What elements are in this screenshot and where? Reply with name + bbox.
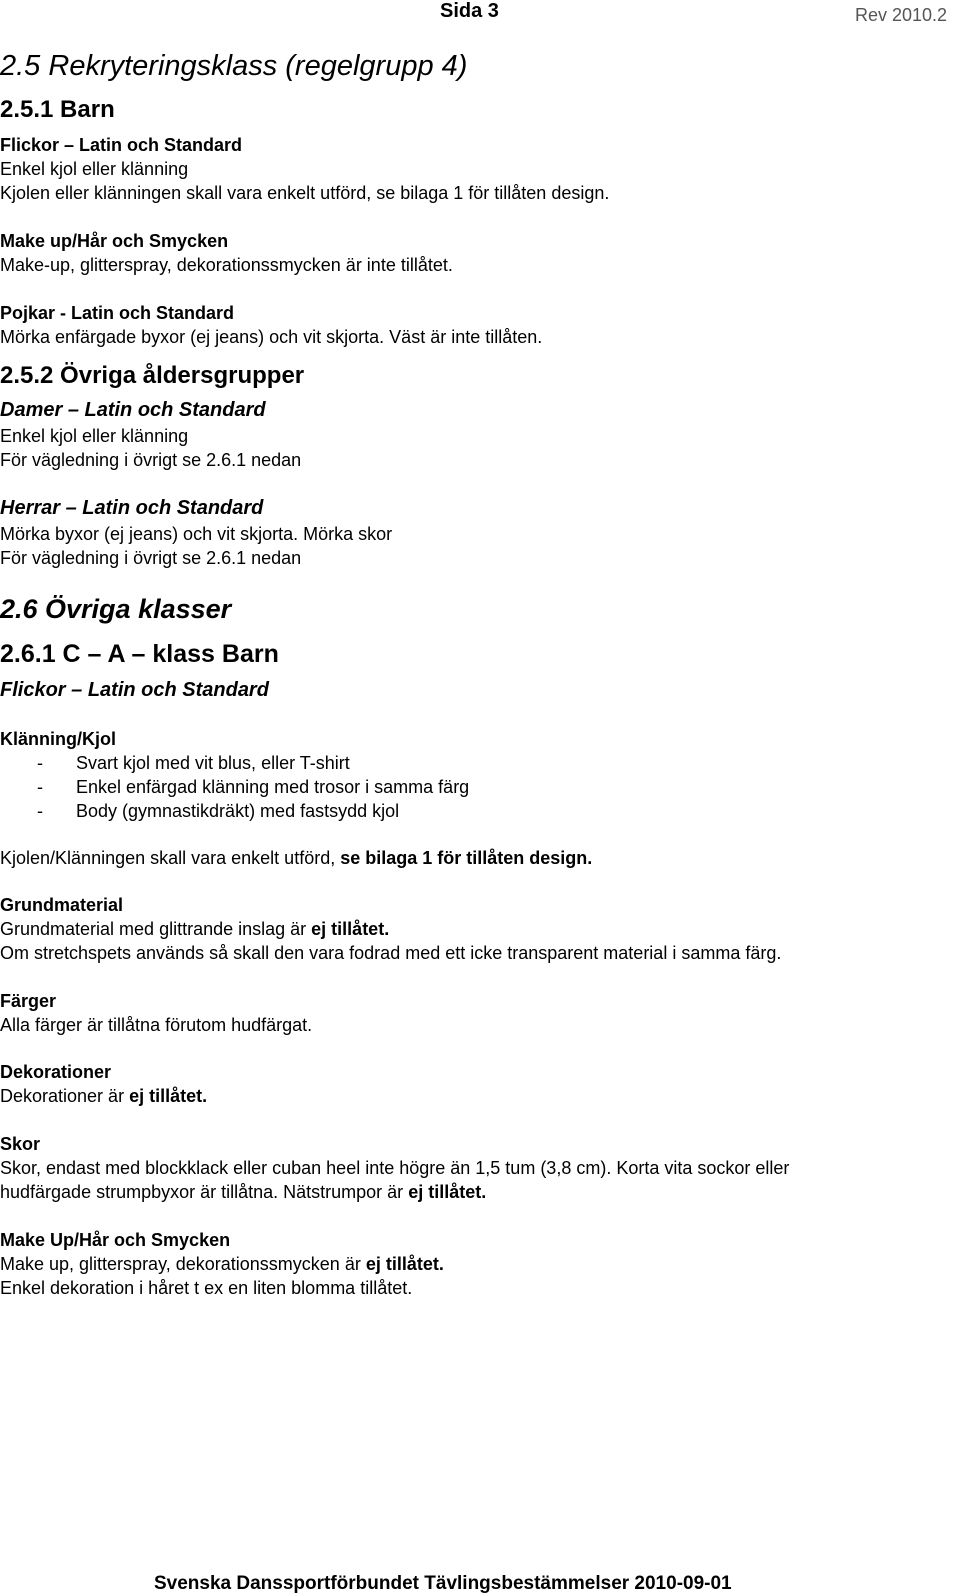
girls-heading: Flickor – Latin och Standard: [0, 135, 243, 155]
material-line: [0, 917, 389, 941]
text-line: Kjolen eller klänningen skall vara enkelt utförd, se bilaga 1 för tillåten design.: [0, 183, 610, 203]
dress-note: [0, 846, 592, 870]
text-line: Skor, endast med blockklack eller cuban heel inte högre än 1,5 tum (3,8 cm). Korta vita sockor eller: [0, 1158, 790, 1178]
text-line: Enkel kjol eller klänning: [0, 159, 189, 179]
list-item: Enkel enfärgad klänning med trosor i samma färg: [76, 777, 470, 797]
decorations-text: Dekorationer är: [0, 1086, 125, 1106]
material-heading: Grundmaterial: [0, 895, 124, 915]
list-bullet: -: [37, 753, 43, 773]
text-line: För vägledning i övrigt se 2.6.1 nedan: [0, 450, 302, 470]
text-line: Mörka byxor (ej jeans) och vit skjorta. Mörka skor: [0, 524, 393, 544]
shoes-bold: ej tillåtet.: [408, 1182, 487, 1202]
makeup-heading: Make up/Hår och Smycken: [0, 231, 229, 251]
makeup-heading-2-6-1: Make Up/Hår och Smycken: [0, 1230, 231, 1250]
text-line: Make-up, glitterspray, dekorationssmycken är inte tillåtet.: [0, 255, 453, 275]
text-line: Alla färger är tillåtna förutom hudfärgat.: [0, 1015, 313, 1035]
girls-heading-2-6-1: Flickor – Latin och Standard: [0, 679, 269, 701]
page-number: Sida 3: [440, 0, 499, 22]
material-text: Grundmaterial med glittrande inslag är: [0, 919, 307, 939]
colors-heading: Färger: [0, 991, 57, 1011]
footer-text: Svenska Danssportförbundet Tävlingsbestämmelser 2010-09-01: [154, 1573, 732, 1594]
list-bullet: -: [37, 777, 43, 797]
list-bullet: -: [37, 801, 43, 821]
text-line: Om stretchspets används så skall den vara fodrad med ett icke transparent material i samma färg.: [0, 943, 782, 963]
section-heading-2-5: 2.5 Rekryteringsklass (regelgrupp 4): [0, 50, 468, 82]
text-line: Enkel dekoration i håret t ex en liten blomma tillåtet.: [0, 1278, 413, 1298]
text-line: För vägledning i övrigt se 2.6.1 nedan: [0, 548, 302, 568]
dress-note-text: Kjolen/Klänningen skall vara enkelt utförd,: [0, 848, 336, 868]
makeup-text: Make up, glitterspray, dekorationssmycken är: [0, 1254, 361, 1274]
subsection-heading-2-5-2: 2.5.2 Övriga åldersgrupper: [0, 362, 305, 389]
shoes-line-2: [0, 1180, 486, 1204]
list-item: Body (gymnastikdräkt) med fastsydd kjol: [76, 801, 400, 821]
decorations-heading: Dekorationer: [0, 1062, 112, 1082]
decorations-bold: ej tillåtet.: [129, 1086, 208, 1106]
material-bold: ej tillåtet.: [311, 919, 390, 939]
shoes-text: hudfärgade strumpbyxor är tillåtna. Nätstrumpor är: [0, 1182, 404, 1202]
decorations-line: [0, 1084, 207, 1108]
text-line: Mörka enfärgade byxor (ej jeans) och vit skjorta. Väst är inte tillåten.: [0, 327, 543, 347]
revision-label: Rev 2010.2: [855, 5, 948, 25]
dress-heading: Klänning/Kjol: [0, 729, 116, 749]
subsection-heading-2-5-1: 2.5.1 Barn: [0, 96, 115, 123]
women-heading: Damer – Latin och Standard: [0, 399, 266, 421]
section-heading-2-6: 2.6 Övriga klasser: [0, 594, 232, 624]
boys-heading: Pojkar - Latin och Standard: [0, 303, 235, 323]
subsection-heading-2-6-1: 2.6.1 C – A – klass Barn: [0, 640, 279, 668]
dress-note-bold: se bilaga 1 för tillåten design.: [340, 848, 593, 868]
makeup-bold: ej tillåtet.: [365, 1254, 444, 1274]
list-item: Svart kjol med vit blus, eller T-shirt: [76, 753, 350, 773]
shoes-heading: Skor: [0, 1134, 41, 1154]
makeup-line-1: [0, 1252, 444, 1276]
text-line: Enkel kjol eller klänning: [0, 426, 189, 446]
men-heading: Herrar – Latin och Standard: [0, 497, 264, 519]
